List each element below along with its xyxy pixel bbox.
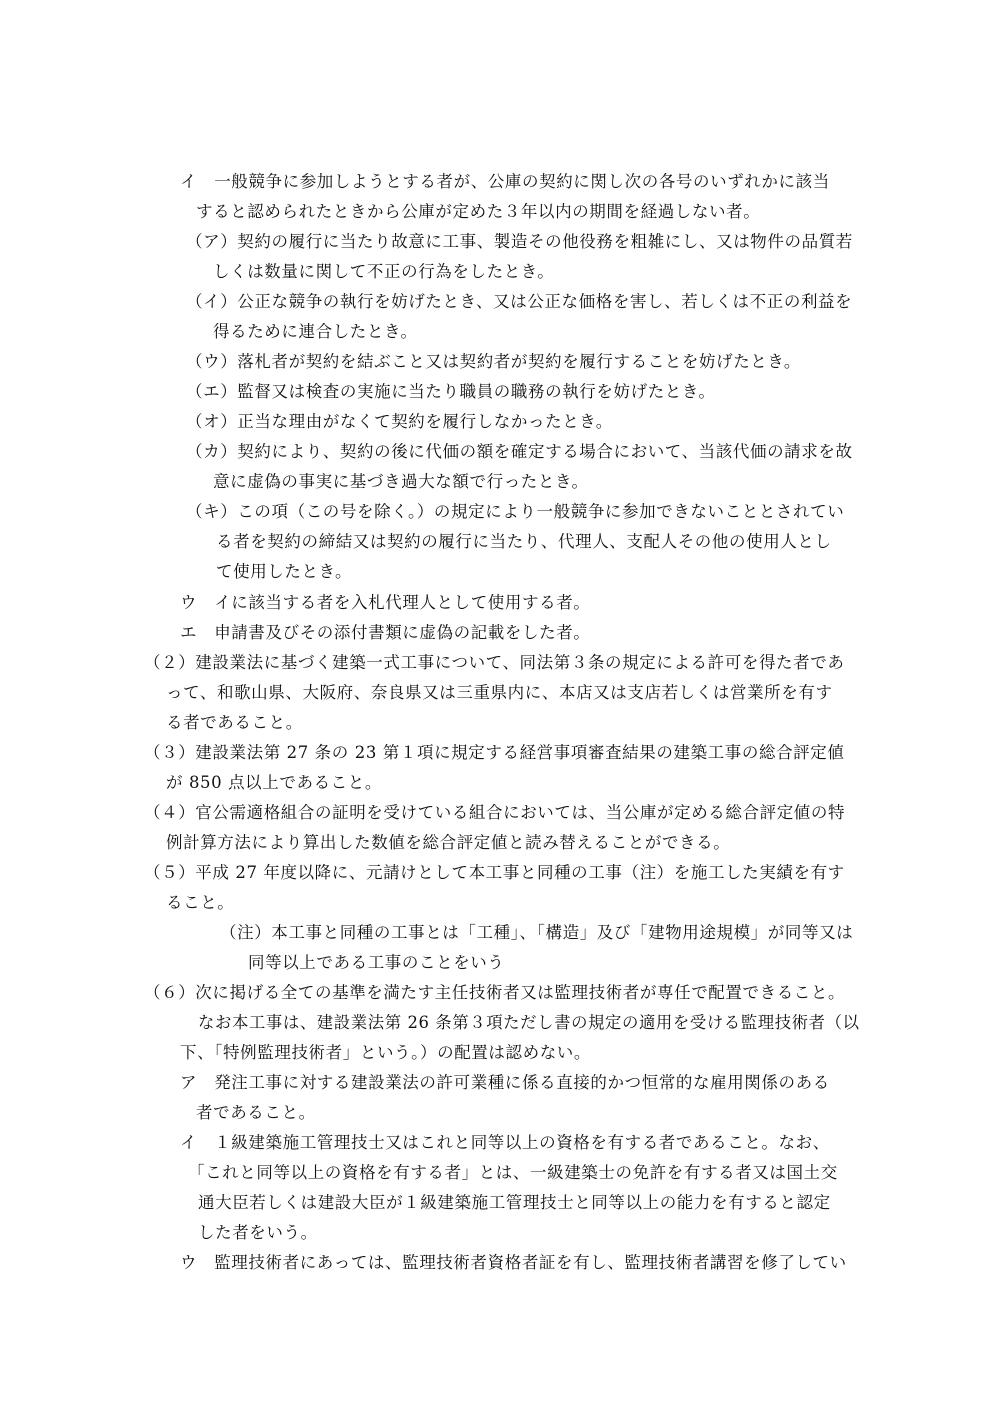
text-line: （エ）監督又は検査の実施に当たり職員の職務の執行を妨げたとき。 xyxy=(186,382,716,401)
text-line: が 850 点以上であること。 xyxy=(166,773,382,792)
text-line: る者を契約の締結又は契約の履行に当たり、代理人、支配人その他の使用人とし xyxy=(216,532,832,551)
text-line: 例計算方法により算出した数値を総合評定値と読み替えることができる。 xyxy=(166,833,731,852)
text-line: ウ 監理技術者にあっては、監理技術者資格者証を有し、監理技術者講習を修了してい xyxy=(180,1253,847,1272)
text-line: イ 一般競争に参加しようとする者が、公庫の契約に関し次の各号のいずれかに該当 xyxy=(180,172,830,191)
text-line: （イ）公正な競争の執行を妨げたとき、又は公正な価格を害し、若しくは不正の利益を xyxy=(186,292,853,311)
text-line: 「これと同等以上の資格を有する者」とは、一級建築士の免許を有する者又は国土交 xyxy=(188,1163,838,1182)
text-line: しくは数量に関して不正の行為をしたとき。 xyxy=(213,262,555,281)
text-line: （注）本工事と同種の工事とは「工種」、「構造」及び「建物用途規模」が同等又は xyxy=(220,923,854,942)
text-line: （ウ）落札者が契約を結ぶこと又は契約者が契約を履行することを妨げたとき。 xyxy=(186,352,801,371)
text-line: すると認められたときから公庫が定めた３年以内の期間を経過しない者。 xyxy=(196,202,761,221)
text-line: なお本工事は、建設業法第 26 条第３項ただし書の規定の適用を受ける監理技術者（以 xyxy=(198,1013,860,1032)
text-line: ウ イに該当する者を入札代理人として使用する者。 xyxy=(180,593,591,612)
text-line: って、和歌山県、大阪府、奈良県又は三重県内に、本店又は支店若しくは営業所を有す xyxy=(166,683,833,702)
text-line: 得るために連合したとき。 xyxy=(213,322,418,341)
text-line: （４）官公需適格組合の証明を受けている組合においては、当公庫が定める総合評定値の特 xyxy=(144,803,846,822)
text-line: ること。 xyxy=(166,893,235,912)
text-line: イ １級建築施工管理技士又はこれと同等以上の資格を有する者であること。なお、 xyxy=(180,1133,830,1152)
text-line: （ア）契約の履行に当たり故意に工事、製造その他役務を粗雑にし、又は物件の品質若 xyxy=(186,232,853,251)
text-line: （３）建設業法第 27 条の 23 第１項に規定する経営事項審査結果の建築工事の総合評定値 xyxy=(144,743,845,762)
text-line: （６）次に掲げる全ての基準を満たす主任技術者又は監理技術者が専任で配置できること。 xyxy=(144,983,846,1002)
text-line: （５）平成 27 年度以降に、元請けとして本工事と同種の工事（注）を施工した実績を有す xyxy=(144,863,845,882)
text-line: 同等以上である工事のことをいう xyxy=(248,953,505,972)
text-line: 通大臣若しくは建設大臣が１級建築施工管理技士と同等以上の能力を有すると認定 xyxy=(198,1193,831,1212)
text-line: 者であること。 xyxy=(196,1103,316,1122)
text-line: 下、「特例監理技術者」という。）の配置は認めない。 xyxy=(180,1043,591,1062)
text-line: ア 発注工事に対する建設業法の許可業種に係る直接的かつ恒常的な雇用関係のある xyxy=(180,1073,830,1092)
text-line: した者をいう。 xyxy=(198,1223,318,1242)
text-line: 意に虚偽の事実に基づき過大な額で行ったとき。 xyxy=(213,472,589,491)
text-line: （２）建設業法に基づく建築一式工事について、同法第３条の規定による許可を得た者であ xyxy=(144,653,845,672)
text-line: （カ）契約により、契約の後に代価の額を確定する場合において、当該代価の請求を故 xyxy=(186,442,853,461)
text-line: （キ）この項（この号を除く。）の規定により一般競争に参加できないこととされてい xyxy=(186,502,845,521)
text-line: て使用したとき。 xyxy=(216,562,353,581)
text-line: エ 申請書及びその添付書類に虚偽の記載をした者。 xyxy=(180,623,591,642)
text-line: る者であること。 xyxy=(166,713,303,732)
text-line: （オ）正当な理由がなくて契約を履行しなかったとき。 xyxy=(186,412,613,431)
